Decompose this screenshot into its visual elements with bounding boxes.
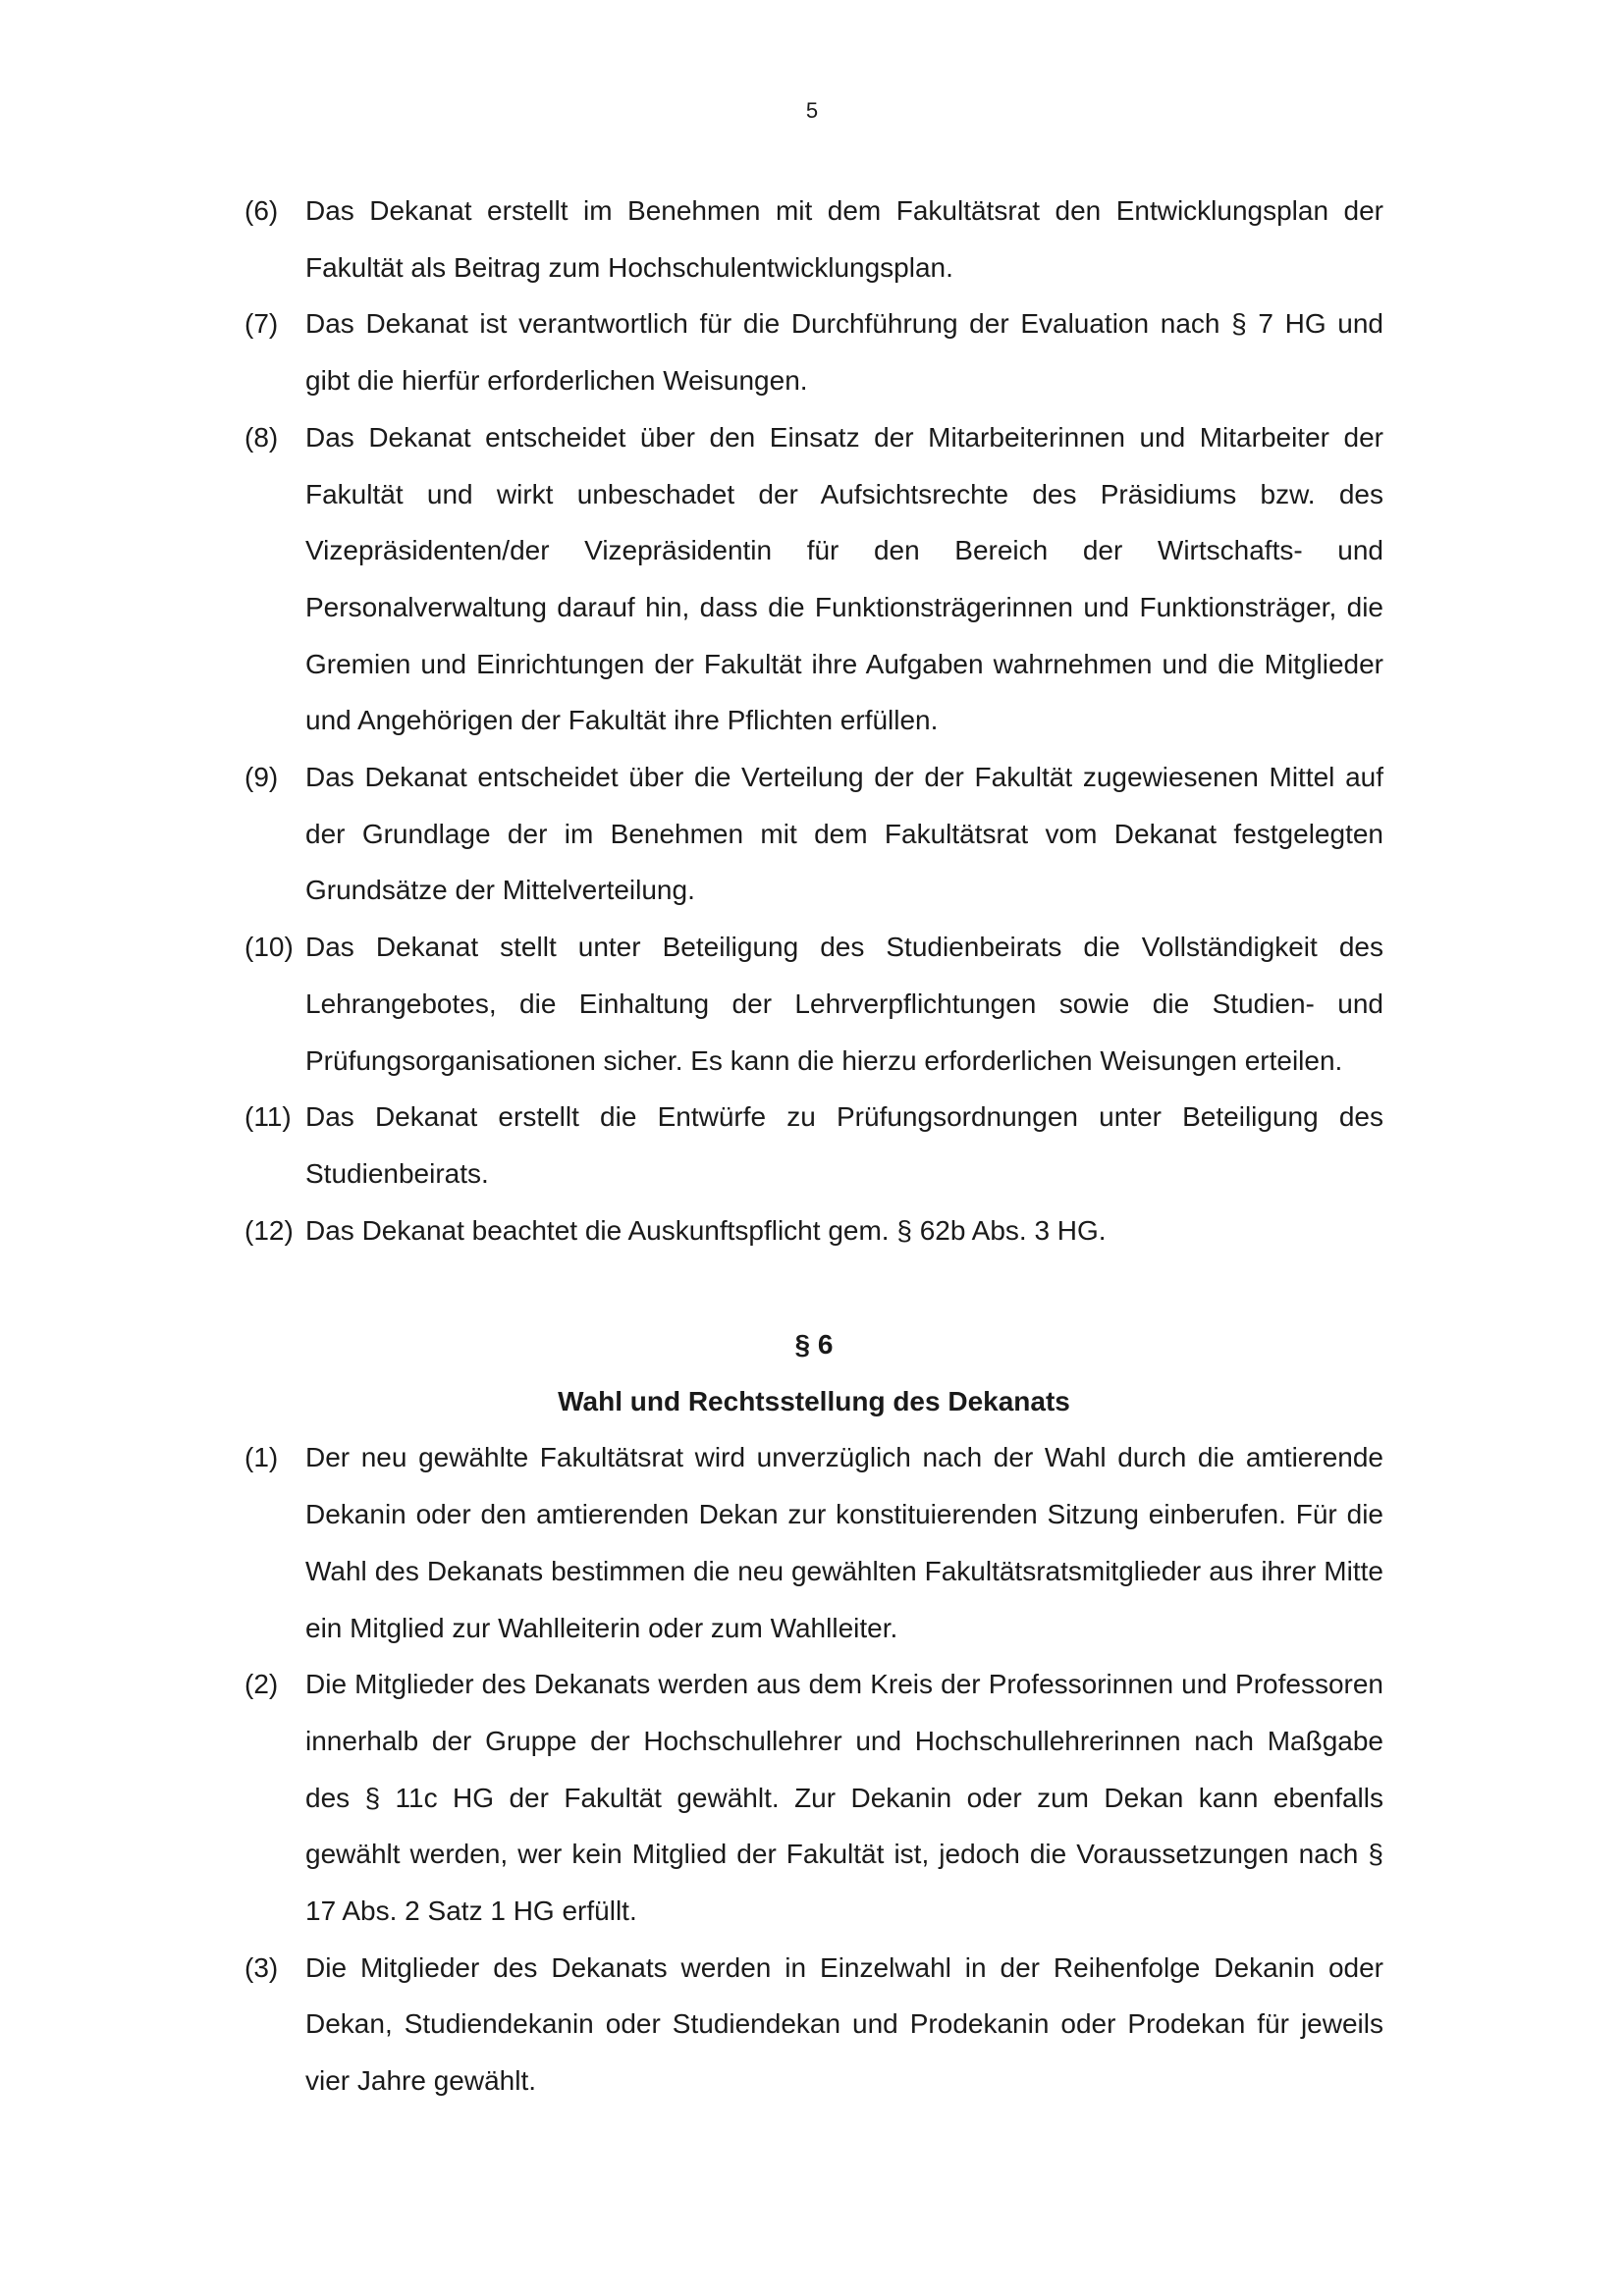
paragraph-text: Das Dekanat stellt unter Beteiligung des Studienbeirats die Vollständigkeit des Lehrangebotes, die Einhaltung der Lehrverpflichtungen sowie die Studien- und Prüfungsorganisationen sicher. Es kann die hierzu erforderlichen Weisungen erteilen. [305,932,1383,1076]
paragraph-list-section [244,1429,1383,2109]
paragraph-text: Das Dekanat ist verantwortlich für die Durchführung der Evaluation nach § 7 HG und gibt die hierfür erforderlichen Weisungen. [305,308,1383,397]
paragraph-number: (7) [244,308,279,340]
paragraph [244,1429,1383,1656]
paragraph [244,295,1383,408]
section-number: § 6 [794,1329,834,1360]
paragraph [244,749,1383,919]
paragraph [244,919,1383,1089]
paragraph [244,409,1383,749]
paragraph [244,183,1383,295]
section-title: Wahl und Rechtsstellung des Dekanats [558,1385,1070,1416]
page-number: 5 [805,98,819,123]
paragraph-number: (6) [244,195,279,226]
paragraph-text: Der neu gewählte Fakultätsrat wird unverzüglich nach der Wahl durch die amtierende Dekanin oder den amtierenden Dekan zur konstituierenden Sitzung einberufen. Für die Wahl des Dekanats bestimmen die neu gewählten Fakultätsratsmitglieder aus ihrer Mitte ein Mitglied zur Wahlleiterin oder zum Wahlleiter. [305,1442,1383,1643]
paragraph-number: (3) [244,1951,279,1983]
paragraph-number: (1) [244,1442,279,1473]
paragraph-text: Die Mitglieder des Dekanats werden aus dem Kreis der Professorinnen und Professoren innerhalb der Gruppe der Hochschullehrer und Hochschullehrerinnen nach Maßgabe des § 11c HG der Fakultät gewählt. Zur Dekanin oder zum Dekan kann ebenfalls gewählt werden, wer kein Mitglied der Fakultät ist, jedoch die Voraussetzungen nach § 17 Abs. 2 Satz 1 HG erfüllt. [305,1669,1383,1927]
paragraph-number: (10) [244,932,294,963]
paragraph-text: Die Mitglieder des Dekanats werden in Einzelwahl in der Reihenfolge Dekanin oder Dekan, Studiendekanin oder Studiendekan und Prodekanin oder Prodekan für jeweils vier Jahre gewählt. [305,1951,1383,2097]
paragraph-number: (11) [244,1101,292,1133]
section-heading-block [244,1316,1383,2109]
paragraph-number: (12) [244,1214,294,1246]
paragraph-number: (9) [244,762,279,793]
paragraph [244,1089,1383,1201]
paragraph-list-top [244,183,1383,1258]
paragraph-text: Das Dekanat beachtet die Auskunftspflicht gem. § 62b Abs. 3 HG. [305,1214,1107,1246]
paragraph [244,1656,1383,1940]
paragraph-number: (8) [244,421,279,453]
paragraph-text: Das Dekanat erstellt die Entwürfe zu Prüfungsordnungen unter Beteiligung des Studienbeirats. [305,1101,1383,1189]
paragraph [244,1940,1383,2109]
paragraph-text: Das Dekanat entscheidet über die Verteilung der der Fakultät zugewiesenen Mittel auf der Grundlage der im Benehmen mit dem Fakultätsrat vom Dekanat festgelegten Grundsätze der Mittelverteilung. [305,762,1383,906]
paragraph-text: Das Dekanat erstellt im Benehmen mit dem Fakultätsrat den Entwicklungsplan der Fakultät als Beitrag zum Hochschulentwicklungsplan. [305,195,1383,283]
paragraph [244,1202,1383,1259]
paragraph-number: (2) [244,1669,279,1700]
paragraph-text: Das Dekanat entscheidet über den Einsatz der Mitarbeiterinnen und Mitarbeiter der Fakultät und wirkt unbeschadet der Aufsichtsrechte des Präsidiums bzw. des Vizepräsidenten/der Vizepräsidentin für den Bereich der Wirtschafts- und Personalverwaltung darauf hin, dass die Funktionsträgerinnen und Funktionsträger, die Gremien und Einrichtungen der Fakultät ihre Aufgaben wahrnehmen und die Mitglieder und Angehörigen der Fakultät ihre Pflichten erfüllen. [305,421,1383,736]
